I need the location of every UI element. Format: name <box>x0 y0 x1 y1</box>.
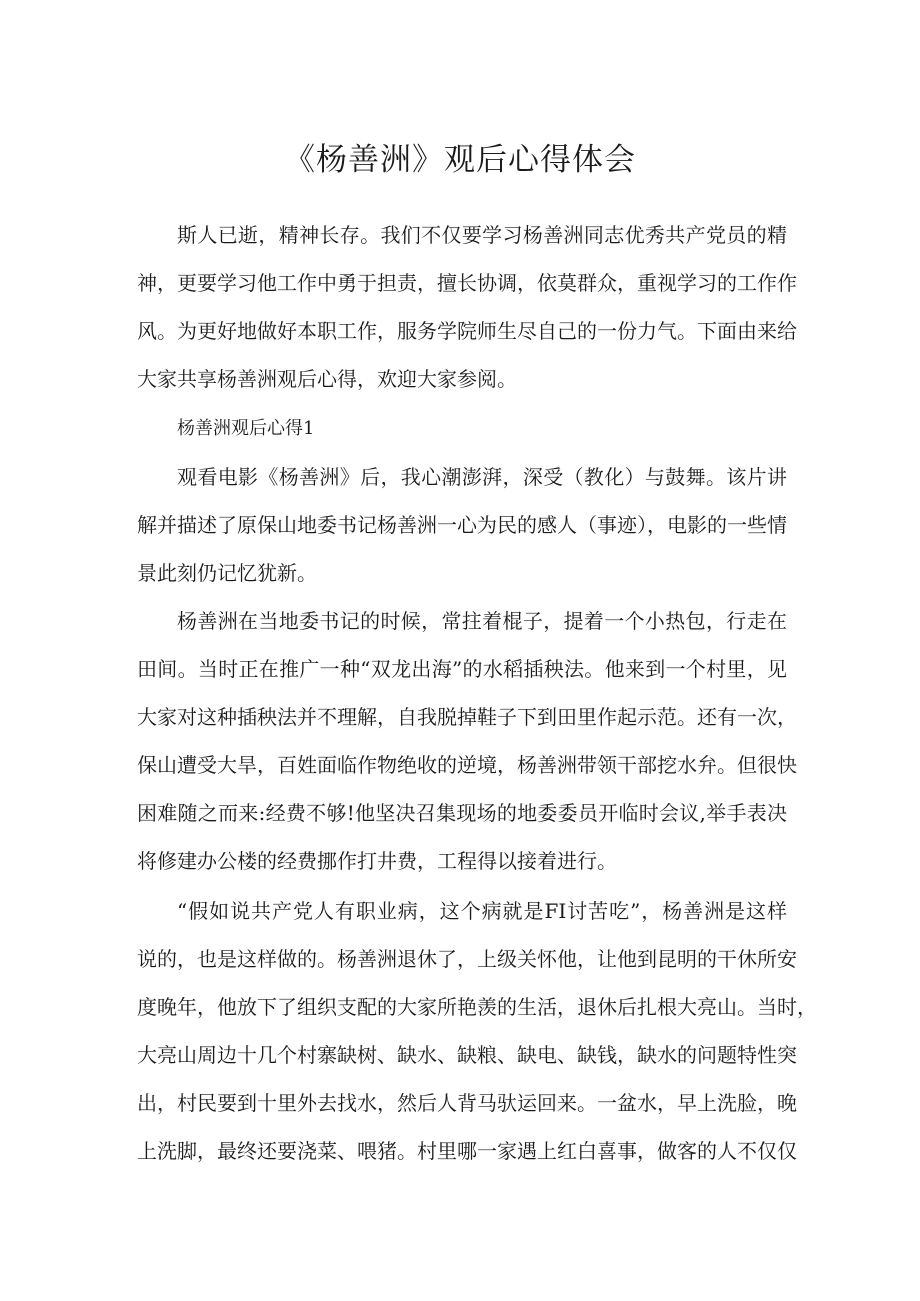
paragraph-line: 解并描述了原保山地委书记杨善洲一心为民的感人（事迹），电影的一些情 <box>137 513 787 537</box>
intro-line: 神，更要学习他工作中勇于担责，擅长协调，依莫群众，重视学习的工作作 <box>137 271 797 295</box>
paragraph-line: 观看电影《杨善洲》后，我心潮澎湃，深受（教化）与鼓舞。该片讲 <box>177 465 787 489</box>
paragraph-line: 将修建办公楼的经费挪作打井费，工程得以接着进行。 <box>137 849 617 873</box>
paragraph-line: 说的，也是这样做的。杨善洲退休了，上级关怀他，让他到昆明的干休所安 <box>137 947 797 971</box>
paragraph-line: 出，村民要到十里外去找水，然后人背马驮运回来。一盆水，早上洗脸，晚 <box>137 1091 797 1115</box>
paragraph-line: 度晚年，他放下了组织支配的大家所艳羡的生活，退休后扎根大亮山。当时， <box>137 995 817 1019</box>
paragraph-line: 大亮山周边十几个村寨缺树、缺水、缺粮、缺电、缺钱，缺水的问题特性突 <box>137 1043 797 1067</box>
document-title: 《杨善洲》观后心得体会 <box>284 142 636 178</box>
intro-line: 大家共享杨善洲观后心得，欢迎大家参阅。 <box>137 367 517 391</box>
paragraph-line: 保山遭受大旱，百姓面临作物绝收的逆境，杨善洲带领干部挖水弁。但很快 <box>137 753 797 777</box>
paragraph-line: “假如说共产党人有职业病，这个病就是FI讨苦吃”，杨善洲是这样 <box>177 899 787 923</box>
section-heading: 杨善洲观后心得1 <box>177 418 315 439</box>
paragraph-line: 田间。当时正在推广一种“双龙出海”的水稻插秧法。他来到一个村里，见 <box>137 657 787 681</box>
paragraph-line: 杨善洲在当地委书记的时候，常拄着棍子，提着一个小热包，行走在 <box>177 609 787 633</box>
paragraph-line: 困难随之而来:经费不够!他坚决召集现场的地委委员开临时会议,举手表决 <box>137 801 787 825</box>
intro-line: 风。为更好地做好本职工作，服务学院师生尽自己的一份力气。下面由来给 <box>137 319 797 343</box>
paragraph-line: 大家对这种插秧法并不理解，自我脱掉鞋子下到田里作起示范。还有一次， <box>137 705 797 729</box>
paragraph-line: 上洗脚，最终还要浇菜、喂猪。村里哪一家遇上红白喜事，做客的人不仅仅 <box>137 1139 797 1163</box>
intro-line: 斯人已逝，精神长存。我们不仅要学习杨善洲同志优秀共产党员的精 <box>177 223 787 247</box>
paragraph-line: 景此刻仍记忆犹新。 <box>137 561 317 585</box>
